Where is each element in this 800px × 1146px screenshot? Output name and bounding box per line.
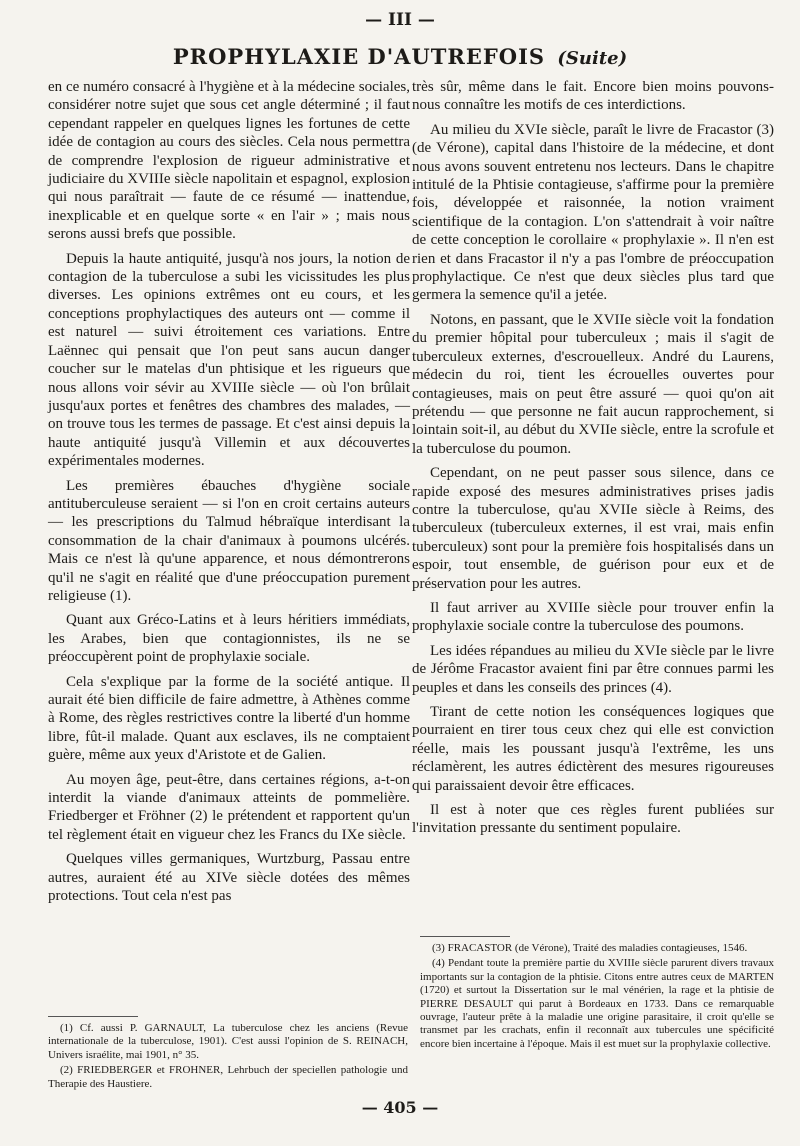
paragraph: Au moyen âge, peut-être, dans certaines régions, a-t-on interdit la viande d'animaux atteints de pommelière. Friedberger et Fröhner (2) le prétendent et rapportent qu'un tel règlement était en vigueur chez les Francs du IXe siècle. <box>48 771 410 843</box>
title-text: PROPHYLAXIE D'AUTREFOIS <box>172 44 546 69</box>
footnote: (4) Pendant toute la première partie du XVIIIe siècle parurent divers travaux importants sur la contagion de la phtisie. Citons entre autres ceux de MARTEN (1720) et surtout la Dissertation sur le mal vénérien, la rage et la phtisie de PIERRE DESAULT qui parut à Bordeaux en 1733. Dans ce remarquable ouvrage, l'auteur prête à la maladie une origine parasitaire, il croit qu'elle se transmet par les crachats, enfin il reconnaît aux tubercules une spécificité encore bien incertaine à l'époque. Mais il est muet sur la prophylaxie collective. <box>420 957 774 1050</box>
paragraph: très sûr, même dans le fait. Encore bien moins pouvons-nous connaître les motifs de ces interdictions. <box>412 79 774 114</box>
paragraph: Depuis la haute antiquité, jusqu'à nos jours, la notion de contagion de la tuberculose a subi les vicissitudes les plus diverses. Les opinions extrêmes ont eu cours, et les conceptions prophylactiques des auteurs ont — comme il est naturel — suivi étroitement ces variations. Entre Laënnec qui pensait que l'on peut sans aucun danger coucher sur le matelas d'un phtisique et les rigueurs que nous allons voir sévir au XVIIIe siècle — où l'on brûlait jusqu'aux portes et fenêtres des chambres des malades, — on trouve tous les termes de passage. Et c'est ainsi depuis la haute antiquité jusqu'à Villemin et aux découvertes expérimentales modernes. <box>48 250 410 470</box>
footnotes-left <box>48 1022 408 1093</box>
paragraph: Notons, en passant, que le XVIIe siècle voit la fondation du premier hôpital pour tuberculeux ; mais il s'agit de tuberculeux externes, d'escrouelleux. André du Laurens, médecin du roi, tient les écrouelles ouvertes pour contagieuses, mais on peut être assuré — quoi qu'on ait prétendu — que personne ne fait aucun rapprochement, si lointain soit-il, au début du XVIIe siècle, entre la scrofule et la tuberculose du poumon. <box>412 311 774 457</box>
title-suffix: (Suite) <box>557 48 628 69</box>
paragraph: Il faut arriver au XVIIIe siècle pour trouver enfin la prophylaxie sociale contre la tuberculose des poumons. <box>412 599 774 635</box>
paragraph: Au milieu du XVIe siècle, paraît le livre de Fracastor (3) (de Vérone), capital dans l'histoire de la médecine, et dont nous avons souvent entretenu nos lecteurs. Dans le chapitre intitulé de la Phtisie contagieuse, s'affirme pour la première fois, développée et raisonnée, la notion vraiment scientifique de la contagion. L'on s'attendrait à voir naître de cette conception le corollaire « prophylaxie ». Il n'en est rien et dans Fracastor il n'y a pas l'ombre de préoccupation prophylactique. Ce n'est que deux siècles plus tard que germera la semence qu'il a jetée. <box>412 121 774 304</box>
paragraph: en ce numéro consacré à l'hygiène et à la médecine sociales, considérer notre sujet que sous cet angle déterminé ; il faut cependant rappeler en quelques lignes les fortunes de cette idée de contagion au cours des siècles. Cela nous permettra de comprendre l'explosion de rigueur administrative et judiciaire du XVIIIe siècle napolitain et espagnol, explosion qui nous paraîtrait — faute de ce résumé — inattendue, inexplicable et en quelque sorte « en l'air » ; mais nous serons aussi brefs que possible. <box>48 79 410 243</box>
page-title <box>0 44 800 69</box>
footnote-divider <box>420 936 510 937</box>
paragraph: Quelques villes germaniques, Wurtzburg, Passau entre autres, auraient été au XIVe siècle dotées des mêmes protections. Tout cela n'est pas <box>48 851 410 905</box>
paragraph: Les idées répandues au milieu du XVIe siècle par le livre de Jérôme Fracastor avaient fini par être connues parmi les peuples et dans les conseils des princes (4). <box>412 642 774 696</box>
paragraph: Cela s'explique par la forme de la société antique. Il aurait été bien difficile de faire admettre, à Athènes comme à Rome, des règles restrictives contre la liberté d'un homme libre, fût-il malade. Quant aux esclaves, ils ne comptaient guère, même aux yeux d'Aristote et de Galien. <box>48 673 410 764</box>
left-column <box>48 78 410 911</box>
footnote-divider <box>48 1016 138 1017</box>
footnote: (2) FRIEDBERGER et FROHNER, Lehrbuch der speciellen pathologie und Therapie des Haustiere. <box>48 1064 408 1090</box>
paragraph: Les premières ébauches d'hygiène sociale antituberculeuse seraient — si l'on en croit certains auteurs — les prescriptions du Talmud hébraïque interdisant la consommation de la chair d'animaux à poumons ulcérés. Mais ce n'est là qu'une apparence, et nous démontrerons qu'il ne s'agit en réalité que d'une préoccupation purement religieuse (1). <box>48 477 410 604</box>
footnote: (3) FRACASTOR (de Vérone), Traité des maladies contagieuses, 1546. <box>432 942 748 954</box>
folio: — 405 — <box>361 1098 439 1117</box>
paragraph: Cependant, on ne peut passer sous silence, dans ce rapide exposé des mesures administratives prises jadis contre la tuberculose, qu'au XVIIe siècle à Reims, des tuberculeux (tuberculeux externes, il est vrai, mais enfin tuberculeux) sont pour la première fois hospitalisés dans un espoir, tout ensemble, de guérison pour eux et de préservation pour les autres. <box>412 465 774 592</box>
footnote: (1) Cf. aussi P. GARNAULT, La tuberculose chez les anciens (Revue internationale de la tuberculose, 1901). C'est aussi l'opinion de S. REINACH, Univers israélite, mai 1901, n° 35. <box>48 1022 408 1061</box>
right-column <box>412 78 774 844</box>
paragraph: Quant aux Gréco-Latins et à leurs héritiers immédiats, les Arabes, bien que contagionnistes, ils ne se préoccupèrent point de prophylaxie sociale. <box>48 612 410 666</box>
paragraph: Il est à noter que ces règles furent publiées sur l'invitation pressante du sentiment populaire. <box>412 802 774 837</box>
footnotes-right <box>420 942 774 1053</box>
page-number: — III — <box>365 10 435 30</box>
paragraph: Tirant de cette notion les conséquences logiques que pourraient en tirer tous ceux chez qui elle est conviction réelle, mais les poussant jusqu'à l'extrême, les uns réclamèrent, les autres édictèrent des mesures rigoureuses qui paraissaient devoir être efficaces. <box>412 704 774 794</box>
